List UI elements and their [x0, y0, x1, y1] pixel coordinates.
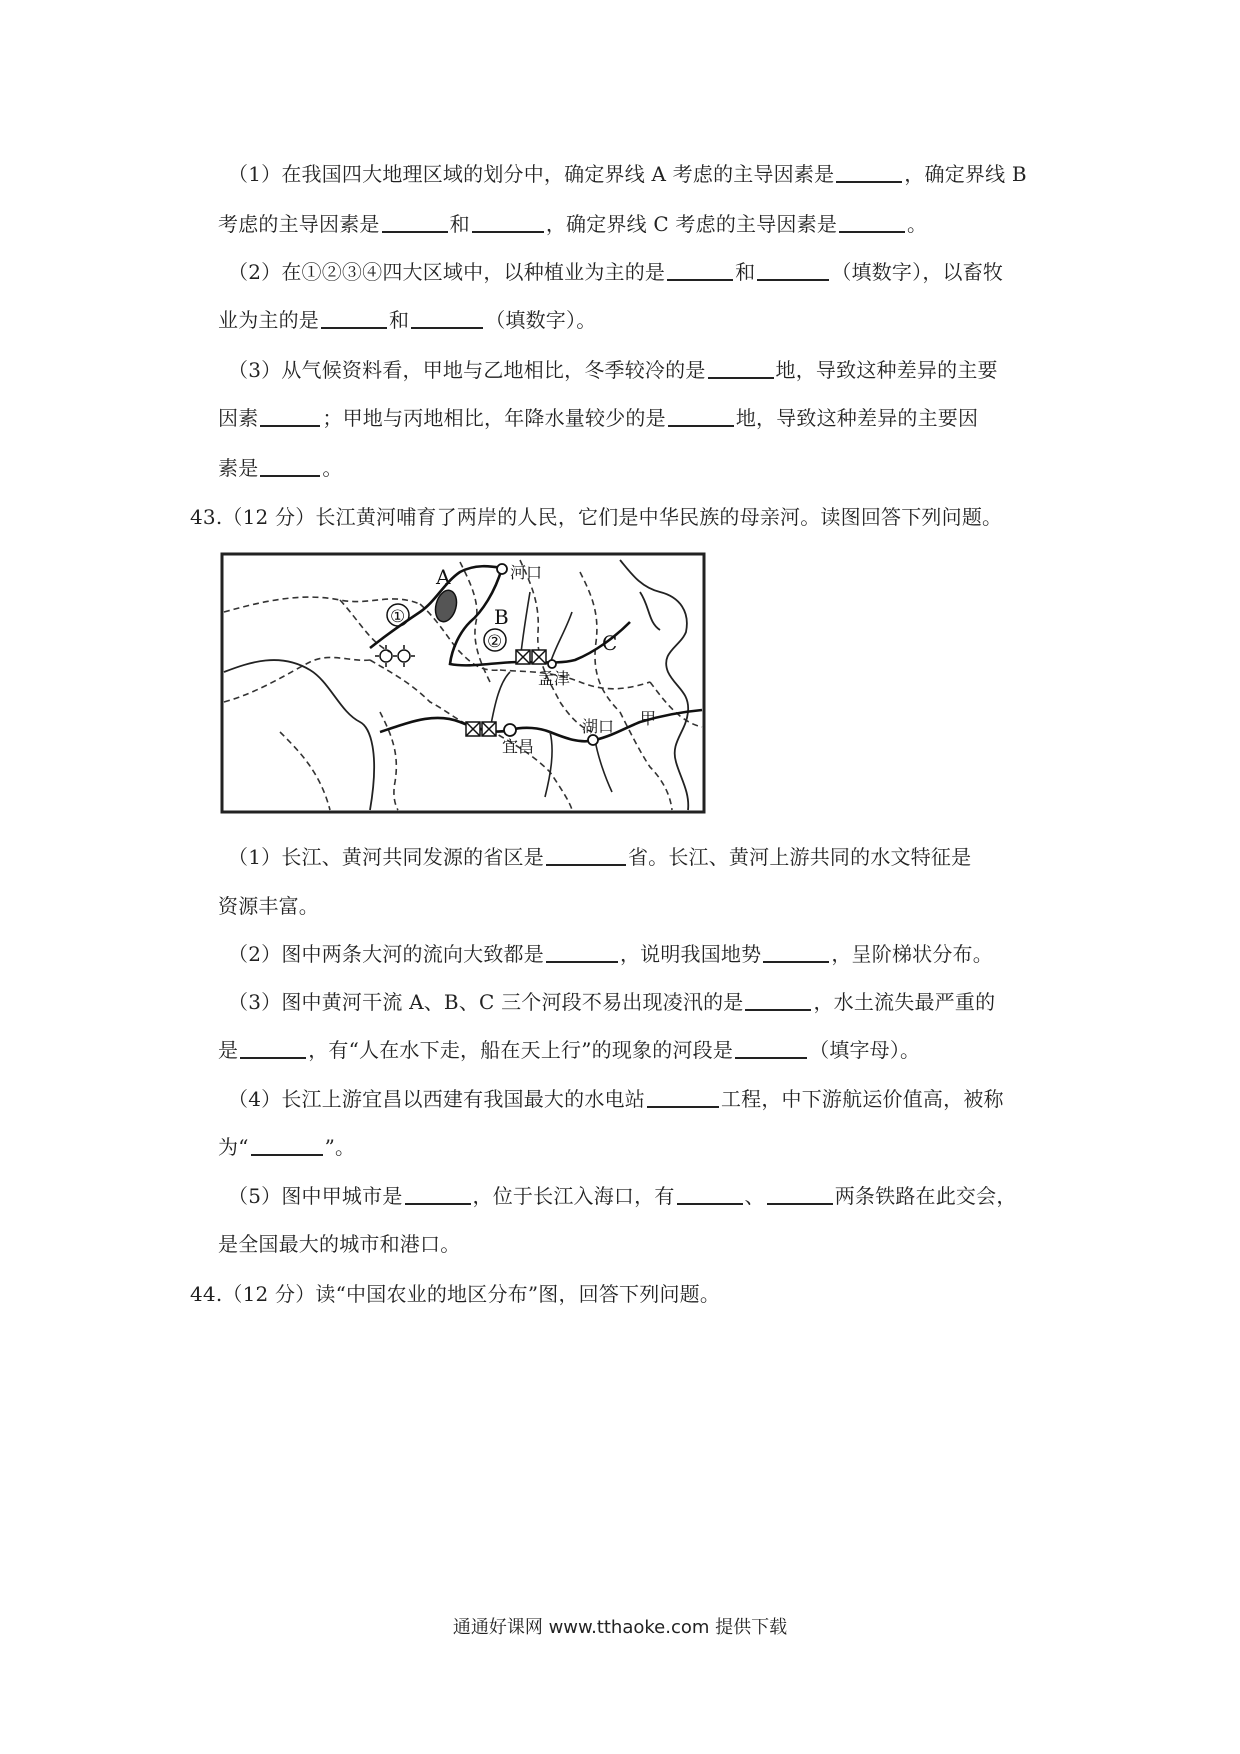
q43-p4-line2 — [218, 1133, 355, 1161]
text: ，确定界线 C 考虑的主导因素是 — [545, 212, 838, 236]
text: （2）图中两条大河的流向大致都是 — [228, 942, 544, 966]
jia-label: 甲 — [640, 709, 657, 728]
map-frame — [222, 554, 704, 812]
text: 、 — [744, 1184, 765, 1208]
q43-p5-line1 — [228, 1182, 1017, 1210]
answer-blank[interactable] — [260, 405, 320, 427]
q42-p1-line1 — [228, 160, 1027, 188]
text: ，位于长江入海口，有 — [472, 1184, 675, 1208]
yichang-label: 宜昌 — [502, 737, 535, 756]
text: （2）在①②③④四大区域中，以种植业为主的是 — [228, 260, 666, 284]
text: ，有“人在水下走，船在天上行”的现象的河段是 — [308, 1038, 734, 1062]
text: （5）图中甲城市是 — [228, 1184, 403, 1208]
q43-p4-line1 — [228, 1085, 1004, 1113]
answer-blank[interactable] — [546, 844, 626, 866]
text: 业为主的是 — [218, 308, 319, 332]
hekou-label: 河口 — [510, 563, 543, 582]
answer-blank[interactable] — [757, 259, 829, 281]
segment-b-label: B — [494, 605, 509, 629]
answer-blank[interactable] — [260, 455, 320, 477]
answer-blank[interactable] — [839, 211, 905, 233]
text: （填数字），以畜牧 — [831, 260, 1004, 284]
text: 考虑的主导因素是 — [218, 212, 380, 236]
text: ，确定界线 B — [904, 162, 1027, 186]
text: 和 — [389, 308, 410, 332]
text: 素是 — [218, 456, 259, 480]
q43-p1-line1 — [228, 843, 971, 871]
answer-blank[interactable] — [668, 405, 734, 427]
text: 和 — [735, 260, 756, 284]
answer-blank[interactable] — [667, 259, 733, 281]
text: （3）图中黄河干流 A、B、C 三个河段不易出现凌汛的是 — [228, 990, 744, 1014]
text: ；甲地与丙地相比，年降水量较少的是 — [322, 406, 666, 430]
text: （1）长江、黄河共同发源的省区是 — [228, 845, 544, 869]
segment-a-label: A — [436, 565, 451, 589]
answer-blank[interactable] — [836, 161, 902, 183]
segment-c-label: C — [602, 631, 618, 655]
answer-blank[interactable] — [708, 357, 774, 379]
answer-blank[interactable] — [382, 211, 448, 233]
text: ，水土流失最严重的 — [813, 990, 996, 1014]
q42-p3-line3 — [218, 454, 343, 482]
text: 地，导致这种差异的主要 — [775, 358, 998, 382]
text: （填字母）。 — [809, 1038, 921, 1062]
region-1-label: ① — [390, 607, 406, 627]
q43-p2-line1 — [228, 940, 993, 968]
q42-p1-line2 — [218, 210, 927, 238]
text: 。 — [322, 456, 343, 480]
q42-p2-line2 — [218, 306, 596, 334]
text: ”。 — [324, 1135, 356, 1159]
text: 工程，中下游航运价值高，被称 — [720, 1087, 1004, 1111]
text: 省。长江、黄河上游共同的水文特征是 — [627, 845, 972, 869]
answer-blank[interactable] — [472, 211, 544, 233]
answer-blank[interactable] — [405, 1183, 471, 1205]
q43-p3-line1 — [228, 988, 995, 1016]
answer-blank[interactable] — [240, 1037, 306, 1059]
hukou-label: 湖口 — [582, 717, 615, 736]
answer-blank[interactable] — [411, 307, 483, 329]
q44-title: 44.（12 分）读“中国农业的地区分布”图，回答下列问题。 — [190, 1282, 721, 1306]
answer-blank[interactable] — [763, 941, 829, 963]
text: （1）在我国四大地理区域的划分中，确定界线 A 考虑的主导因素是 — [228, 162, 835, 186]
text: （填数字）。 — [485, 308, 597, 332]
answer-blank[interactable] — [546, 941, 618, 963]
answer-blank[interactable] — [677, 1183, 743, 1205]
answer-blank[interactable] — [647, 1086, 719, 1108]
q43-p1-line2: 资源丰富。 — [218, 894, 319, 918]
text: 为“ — [218, 1135, 249, 1159]
answer-blank[interactable] — [745, 989, 811, 1011]
q42-p3-line1 — [228, 356, 998, 384]
q43-title: 43.（12 分）长江黄河哺育了两岸的人民，它们是中华民族的母亲河。读图回答下列问题。 — [190, 505, 1003, 529]
text: （3）从气候资料看，甲地与乙地相比，冬季较冷的是 — [228, 358, 706, 382]
answer-blank[interactable] — [251, 1134, 323, 1156]
answer-blank[interactable] — [767, 1183, 833, 1205]
text: 和 — [449, 212, 470, 236]
answer-blank[interactable] — [735, 1037, 807, 1059]
text: 。 — [907, 212, 928, 236]
text: 是 — [218, 1038, 239, 1062]
text: 地，导致这种差异的主要因 — [735, 406, 979, 430]
q42-p2-line1 — [228, 258, 1003, 286]
q42-p3-line2 — [218, 404, 978, 432]
q43-p5-line2: 是全国最大的城市和港口。 — [218, 1232, 461, 1256]
text: 两条铁路在此交会， — [834, 1184, 1017, 1208]
text: ，说明我国地势 — [619, 942, 762, 966]
yangtze-yellow-river-map — [220, 552, 706, 814]
region-2-label: ② — [487, 632, 503, 652]
page-footer: 通通好课网 www.tthaoke.com 提供下载 — [452, 1617, 788, 1638]
text: （4）长江上游宜昌以西建有我国最大的水电站 — [228, 1087, 645, 1111]
text: ，呈阶梯状分布。 — [831, 942, 993, 966]
mengjin-label: 孟津 — [538, 669, 571, 688]
answer-blank[interactable] — [321, 307, 387, 329]
q43-p3-line2 — [218, 1036, 920, 1064]
text: 因素 — [218, 406, 259, 430]
